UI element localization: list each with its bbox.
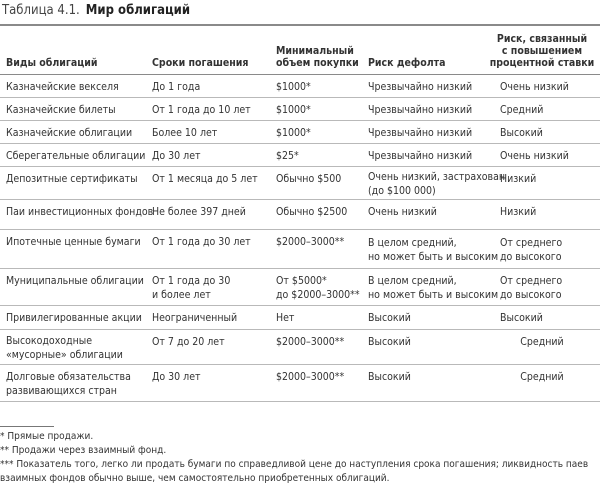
table-row <box>0 121 600 144</box>
cell-min-purchase: $1000* <box>276 81 311 93</box>
footnote-1: * Прямые продажи. <box>0 431 94 442</box>
cell-maturity: От 1 года до 30 лет <box>152 236 251 248</box>
cell-min-purchase: $2000–3000** <box>276 371 345 383</box>
cell-min-purchase: $2000–3000** <box>276 236 345 248</box>
cell-default-risk: Очень низкий <box>368 206 437 218</box>
cell-bond-type: Казначейские облигации <box>6 127 133 139</box>
table-row <box>0 269 600 306</box>
cell-maturity: Неограниченный <box>152 312 238 324</box>
cell-min-purchase: $1000* <box>276 127 311 139</box>
cell-bond-type: Казначейские векселя <box>6 81 119 93</box>
cell-rate-risk: Высокий <box>500 312 543 324</box>
header-bond-type: Виды облигаций <box>6 57 98 69</box>
table-caption <box>2 1 190 21</box>
header-rate-risk: Риск, связанный с повышением процентной ставки <box>489 33 595 69</box>
cell-min-purchase: $1000* <box>276 104 311 116</box>
cell-rate-risk: Высокий <box>500 127 543 139</box>
footnote-3: *** Показатель того, легко ли продать бумаги по справедливой цене до наступления срока погашения; ликвидность паев <box>0 459 589 470</box>
cell-bond-type: Долговые обязательства развивающихся стран <box>6 371 131 397</box>
cell-default-risk: Чрезвычайно низкий <box>368 127 473 139</box>
cell-min-purchase: $25* <box>276 150 299 162</box>
cell-rate-risk: От среднего до высокого <box>500 275 563 301</box>
cell-default-risk: Высокий <box>368 312 411 324</box>
cell-maturity: Более 10 лет <box>152 127 218 139</box>
cell-rate-risk: Низкий <box>500 173 537 185</box>
cell-default-risk: Чрезвычайно низкий <box>368 81 473 93</box>
cell-bond-type: Высокодоходные «мусорные» облигации <box>6 335 123 361</box>
table-row <box>0 330 600 365</box>
cell-maturity: От 1 месяца до 5 лет <box>152 173 258 185</box>
header-maturity: Сроки погашения <box>152 57 249 69</box>
table-row <box>0 98 600 121</box>
cell-maturity: До 30 лет <box>152 371 201 383</box>
footnote-2: ** Продажи через взаимный фонд. <box>0 445 167 456</box>
cell-default-risk: Чрезвычайно низкий <box>368 104 473 116</box>
cell-rate-risk: Средний <box>520 371 564 383</box>
footnote-3-cont: взаимных фондов обычно выше, чем самостоятельно приобретенных облигаций. <box>0 473 390 484</box>
footnote-divider <box>0 426 54 427</box>
header-default-risk: Риск дефолта <box>368 57 446 69</box>
cell-maturity: Не более 397 дней <box>152 206 246 218</box>
cell-min-purchase: Обычно $2500 <box>276 206 348 218</box>
cell-default-risk: В целом средний, но может быть и высоким <box>368 237 499 263</box>
cell-min-purchase: $2000–3000** <box>276 336 345 348</box>
cell-maturity: До 1 года <box>152 81 201 93</box>
cell-maturity: От 7 до 20 лет <box>152 336 225 348</box>
cell-default-risk: В целом средний, но может быть и высоким <box>368 275 499 301</box>
cell-bond-type: Паи инвестиционных фондов <box>6 206 154 218</box>
cell-rate-risk: От среднего до высокого <box>500 237 563 263</box>
cell-maturity: От 1 года до 10 лет <box>152 104 251 116</box>
cell-default-risk: Чрезвычайно низкий <box>368 150 473 162</box>
cell-min-purchase: Нет <box>276 312 295 324</box>
cell-bond-type: Ипотечные ценные бумаги <box>6 236 141 248</box>
cell-bond-type: Депозитные сертификаты <box>6 173 138 185</box>
cell-bond-type: Привилегированные акции <box>6 312 142 324</box>
cell-min-purchase: От $5000* до $2000–3000** <box>276 275 360 301</box>
cell-default-risk: Очень низкий, застрахован (до $100 000) <box>368 171 506 197</box>
cell-bond-type: Муниципальные облигации <box>6 275 144 287</box>
table-number: Таблица 4.1. <box>2 3 80 18</box>
cell-rate-risk: Средний <box>500 104 544 116</box>
table-row <box>0 144 600 167</box>
table-header <box>0 24 600 75</box>
cell-default-risk: Высокий <box>368 371 411 383</box>
cell-default-risk: Высокий <box>368 336 411 348</box>
cell-bond-type: Казначейские билеты <box>6 104 116 116</box>
table-row <box>0 365 600 402</box>
table-row <box>0 75 600 98</box>
cell-maturity: До 30 лет <box>152 150 201 162</box>
table-row <box>0 200 600 230</box>
cell-rate-risk: Очень низкий <box>500 150 569 162</box>
cell-bond-type: Сберегательные облигации <box>6 150 146 162</box>
header-min-purchase: Минимальный объем покупки <box>276 45 359 69</box>
table-row <box>0 167 600 200</box>
cell-maturity: От 1 года до 30 и более лет <box>152 275 231 301</box>
cell-rate-risk: Средний <box>520 336 564 348</box>
table-row <box>0 230 600 269</box>
cell-rate-risk: Очень низкий <box>500 81 569 93</box>
table-row <box>0 306 600 330</box>
cell-min-purchase: Обычно $500 <box>276 173 342 185</box>
cell-rate-risk: Низкий <box>500 206 537 218</box>
table-title: Мир облигаций <box>85 3 191 18</box>
